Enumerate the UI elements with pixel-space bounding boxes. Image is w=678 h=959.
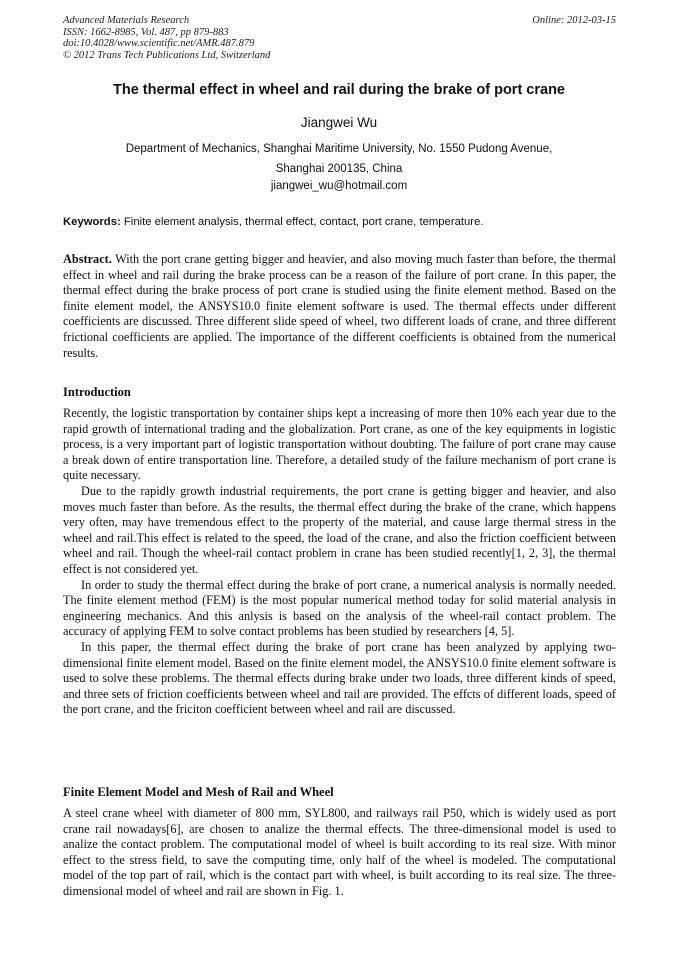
intro-paragraph: In this paper, the thermal effect during the brake of port crane has been analyzed by applying two-dimensional finite element model. Based on the finite element model, the ANSYS10.0 finite element software is used to solve these problems. The thermal effects during brake under two loads, three different kinds of speed, and three sets of friction coefficients between wheel and rail are provided. The effcts of different loads, speed of the port crane, and the friciton coefficient between wheel and rail are discussed. [63,639,616,717]
journal-name: Advanced Materials Research [63,15,190,26]
fem-paragraph: A steel crane wheel with diameter of 800 mm, SYL800, and railways rail P50, which is widely used as port crane rail nowadays[6], are chosen to analize the thermal effects. The three-dimensional model is used to analize the contact problem. The computational model of wheel is built according to its real size. With minor effect to the stress field, to save the computing time, only half of the wheel is modeled. The computational model of the top part of rail, which is the contact part with wheel, is built according to its real size. The three-dimensional model of wheel and rail are shown in Fig. 1. [63,806,616,898]
intro-paragraph: Recently, the logistic transportation by container ships kept a increasing of more then 10% each year due to the rapid growth of international trading and the globalization. Port crane, as one of the key equipments in logistic process, is a very important part of logistic transportation without doubting. The failure of port crane may cause a break down of entire transportation line. Therefore, a detailed study of the failure mechanism of port crane is quite necessary. [63,406,616,483]
author-name: Jiangwei Wu [300,115,378,130]
keywords-label: Keywords: [63,216,121,228]
abstract-text: With the port crane getting bigger and heavier, and also moving much faster than before, the thermal effect in wheel and rail during the brake process can be a reason of the failure of port crane. In this paper, the thermal effect during the brake process of port crane is studied using the finite element method. Based on the finite element model, the ANSYS10.0 finite element software is used. The thermal effects under different coefficients are discussed. Three different slide speed of wheel, two different loads of crane, and three different frictional coefficients are applied. The importance of the different coefficients is obtained from the numerical results. [63,252,616,360]
abstract-label: Abstract. [63,252,112,266]
intro-paragraph: Due to the rapidly growth industrial requirements, the port crane is getting bigger and heavier, and also moves much faster than before. As the results, the thermal effect during the brake of the crane, which happens very often, may have tremendous effect to the property of the material, and cause large thermal stress in the wheel and rail.This effect is related to the speed, the load of the crane, and also the friction coefficient between wheel and rail. Though the wheel-rail contact problem in crane has been studied recently[1, 2, 3], the thermal effect is not considered yet. [63,483,616,576]
journal-header [63,15,616,61]
author-email[interactable]: jiangwei_wu@hotmail.com [270,180,408,192]
fem-section-heading: Finite Element Model and Mesh of Rail and Wheel [63,785,334,799]
keywords-text: Finite element analysis, thermal effect, contact, port crane, temperature. [120,216,484,228]
introduction-body [63,406,616,718]
keywords-line [63,216,623,228]
paper-title: The thermal effect in wheel and rail during the brake of port crane [112,82,565,98]
affiliation-line-1: Department of Mechanics, Shanghai Maritime University, No. 1550 Pudong Avenue, [125,143,553,155]
doi-line: doi:10.4028/www.scientific.net/AMR.487.879 [63,38,255,49]
fem-section-body [63,806,616,900]
copyright-line: © 2012 Trans Tech Publications Ltd, Switzerland [63,49,271,61]
intro-paragraph: In order to study the thermal effect during the brake of port crane, a numerical analysis is normally needed. The finite element method (FEM) is the most popular numerical method today for solid material analysis in engineering mechanics. And this anlysis is based on the analysis of the wheel-rail contact problem. The accuracy of applying FEM to solve contact problems has been studied by researchers [4, 5]. [63,577,616,639]
introduction-heading: Introduction [63,385,131,399]
abstract [63,252,616,361]
online-date: Online: 2012-03-15 [532,15,616,26]
affiliation [40,139,638,179]
affiliation-line-2: Shanghai 200135, China [275,163,403,175]
issn-line: ISSN: 1662-8985, Vol. 487, pp 879-883 [63,26,229,38]
